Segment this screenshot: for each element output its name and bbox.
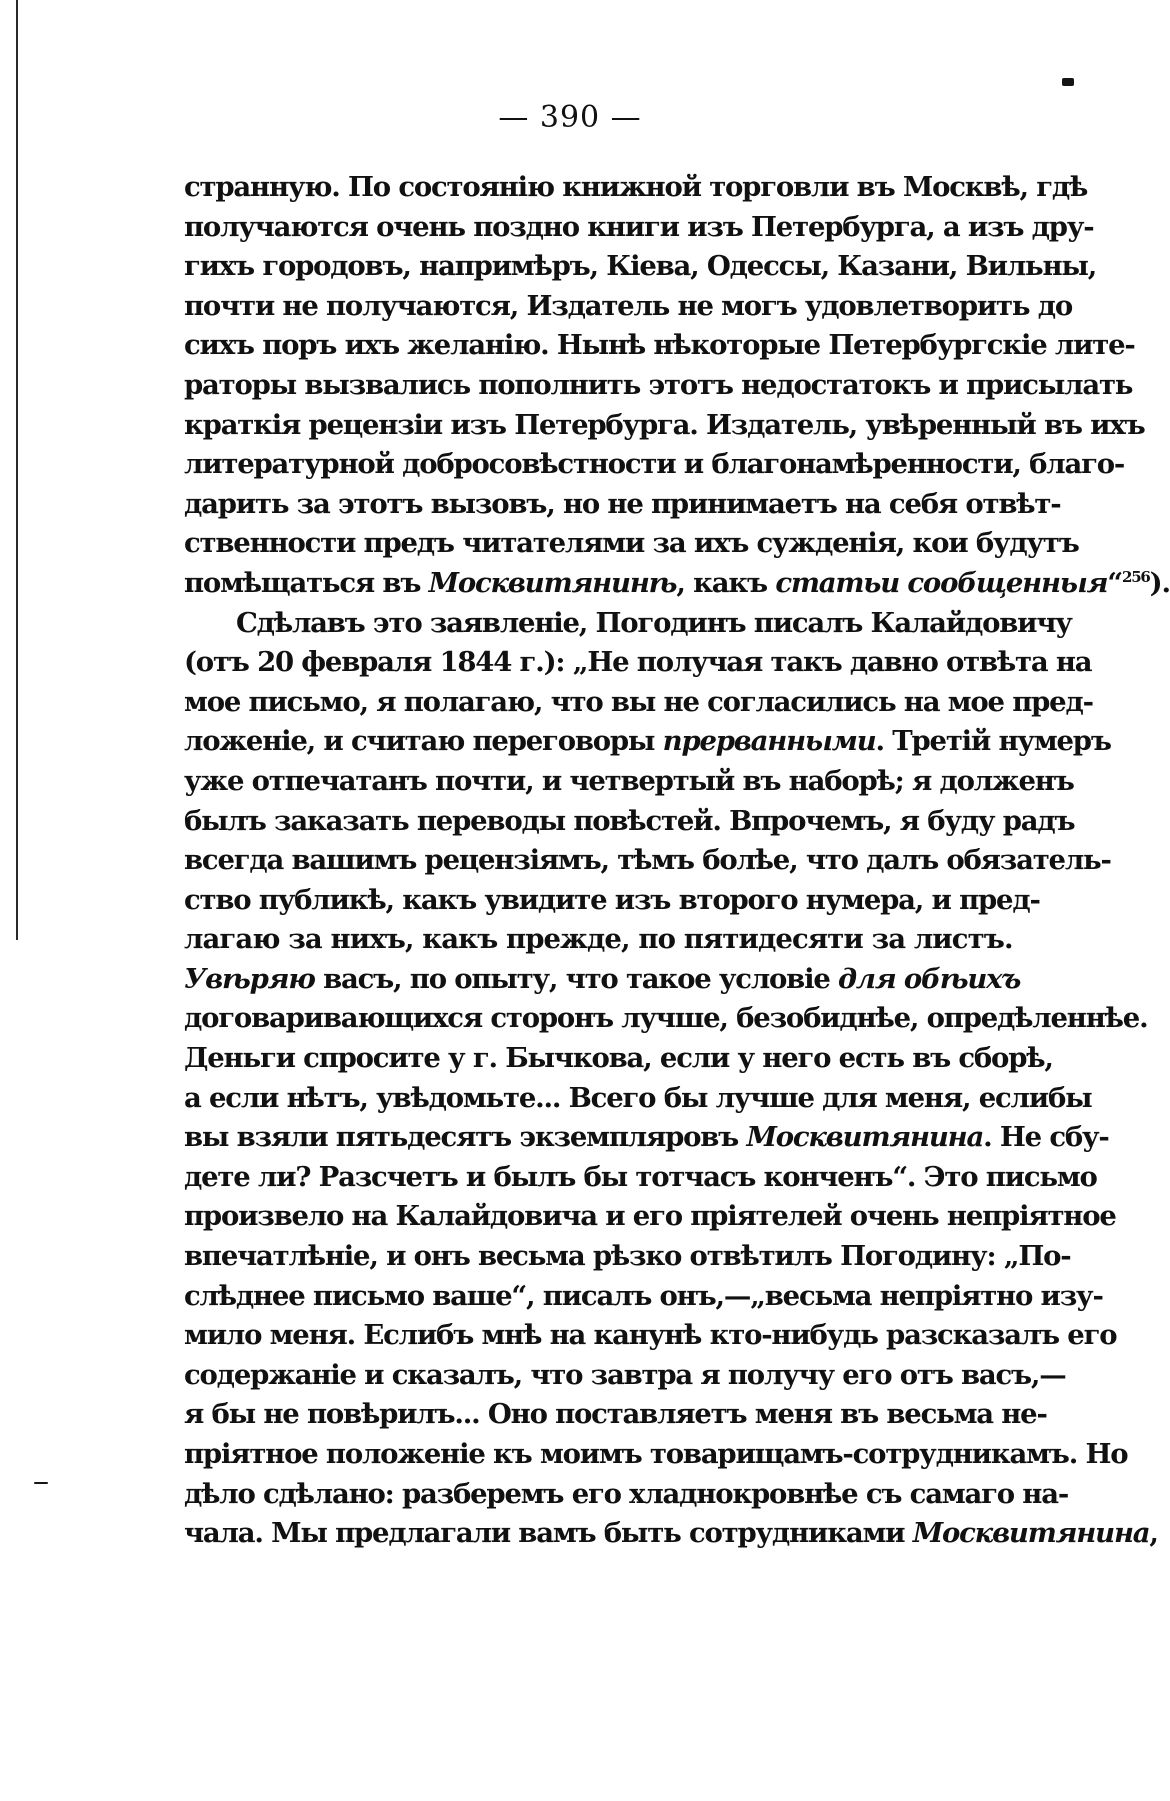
text-line: дете ли? Разсчетъ и былъ бы тотчасъ конченъ“. Это письмо — [184, 1160, 1097, 1193]
text-line: произвело на Калайдовича и его пріятелей очень непріятное — [184, 1200, 1116, 1233]
text-line: мое письмо, я полагаю, что вы не согласились на мое пред- — [184, 685, 1093, 718]
text-line: договаривающихся сторонъ лучше, безобиднѣе, опредѣленнѣе. — [184, 1002, 1148, 1035]
text-line: пріятное положеніе къ моимъ товарищамъ-сотрудникамъ. Но — [184, 1438, 1128, 1470]
text-line: вы взяли пятьдесятъ экземпляровъ Москвитянина. Не сбу- — [184, 1121, 1109, 1154]
text-line: Увѣряю васъ, по опыту, что такое условіе для обѣихъ — [184, 962, 1021, 995]
italic-title: Москвитянина — [746, 1121, 984, 1154]
text-line: былъ заказать переводы повѣстей. Впрочемъ, я буду радъ — [184, 804, 1075, 837]
text-line: раторы вызвались пополнить этотъ недостатокъ и присылать — [184, 368, 1133, 401]
text-line: краткія рецензіи изъ Петербурга. Издатель, увѣренный въ ихъ — [184, 408, 1145, 441]
text-line: литературной добросовѣстности и благонамѣренности, благо- — [184, 448, 1125, 481]
text-line: (отъ 20 февраля 1844 г.): „Не получая такъ давно отвѣта на — [184, 646, 1092, 679]
italic-word: Увѣряю — [184, 962, 315, 995]
text-line: ственности предъ читателями за ихъ сужденія, кои будутъ — [184, 527, 1079, 560]
text-line: гихъ городовъ, напримѣръ, Кіева, Одессы, Казани, Вильны, — [184, 250, 1097, 283]
text-line: я бы не повѣрилъ... Оно поставляетъ меня въ весьма не- — [184, 1398, 1047, 1431]
footnote-reference: 256 — [1121, 567, 1150, 586]
text-line: ложеніе, и считаю переговоры прерванными. Третій нумеръ — [184, 725, 1111, 758]
text-line: почти не получаются, Издатель не могъ удовлетворить до — [184, 289, 1072, 322]
text-line: содержаніе и сказалъ, что завтра я получу его отъ васъ,— — [184, 1358, 1066, 1391]
italic-phrase: для обѣихъ — [837, 962, 1021, 995]
text-line: Деньги спросите у г. Бычкова, если у него есть въ сборѣ, — [184, 1042, 1053, 1075]
text-line: а если нѣтъ, увѣдомьте... Всего бы лучше для меня, еслибы — [184, 1081, 1092, 1114]
text-line: помѣщаться въ Москвитянинѣ, какъ статьи сообщенныя“$^{256}$). — [184, 566, 1170, 599]
text-line: уже отпечатанъ почти, и четвертый въ наборѣ; я долженъ — [184, 764, 1074, 797]
text-line: странную. По состоянію книжной торговли въ Москвѣ, гдѣ — [184, 171, 1088, 203]
text-line: сихъ поръ ихъ желанію. Нынѣ нѣкоторые Петербургскіе лите- — [184, 329, 1135, 362]
italic-title: Москвитянинѣ — [428, 566, 677, 599]
text-line: дѣло сдѣлано: разберемъ его хладнокровнѣе съ самаго на- — [184, 1477, 1069, 1510]
ink-speck — [34, 1482, 48, 1484]
text-line: Сдѣлавъ это заявленіе, Погодинъ писалъ Калайдовичу — [236, 606, 1072, 639]
text-line: ство публикѣ, какъ увидите изъ второго нумера, и пред- — [184, 883, 1040, 916]
text-line: дарить за этотъ вызовъ, но не принимаетъ на себя отвѣт- — [184, 487, 1061, 520]
text-line: впечатлѣніе, и онъ весьма рѣзко отвѣтилъ Погодину: „По- — [184, 1240, 1071, 1273]
text-line: лагаю за нихъ, какъ прежде, по пятидесяти за листъ. — [184, 923, 1013, 956]
italic-word: прерванными — [662, 725, 876, 758]
page-number: — 390 — — [498, 100, 642, 135]
binding-edge-line — [16, 0, 18, 940]
italic-title: Москвитянина — [912, 1517, 1150, 1550]
text-line: получаются очень поздно книги изъ Петербурга, а изъ дру- — [184, 210, 1094, 243]
body-text — [184, 168, 1170, 1554]
text-line: всегда вашимъ рецензіямъ, тѣмъ болѣе, что далъ обязатель- — [184, 844, 1111, 877]
text-line: мило меня. Еслибъ мнѣ на канунѣ кто-нибудь разсказалъ его — [184, 1319, 1117, 1352]
ink-speck — [1062, 78, 1074, 86]
text-line: чала. Мы предлагали вамъ быть сотрудниками Москвитянина, — [184, 1517, 1158, 1550]
text-line: слѣднее письмо ваше“, писалъ онъ,—„весьма непріятно изу- — [184, 1279, 1103, 1312]
italic-phrase: статьи сообщенныя — [775, 566, 1108, 599]
